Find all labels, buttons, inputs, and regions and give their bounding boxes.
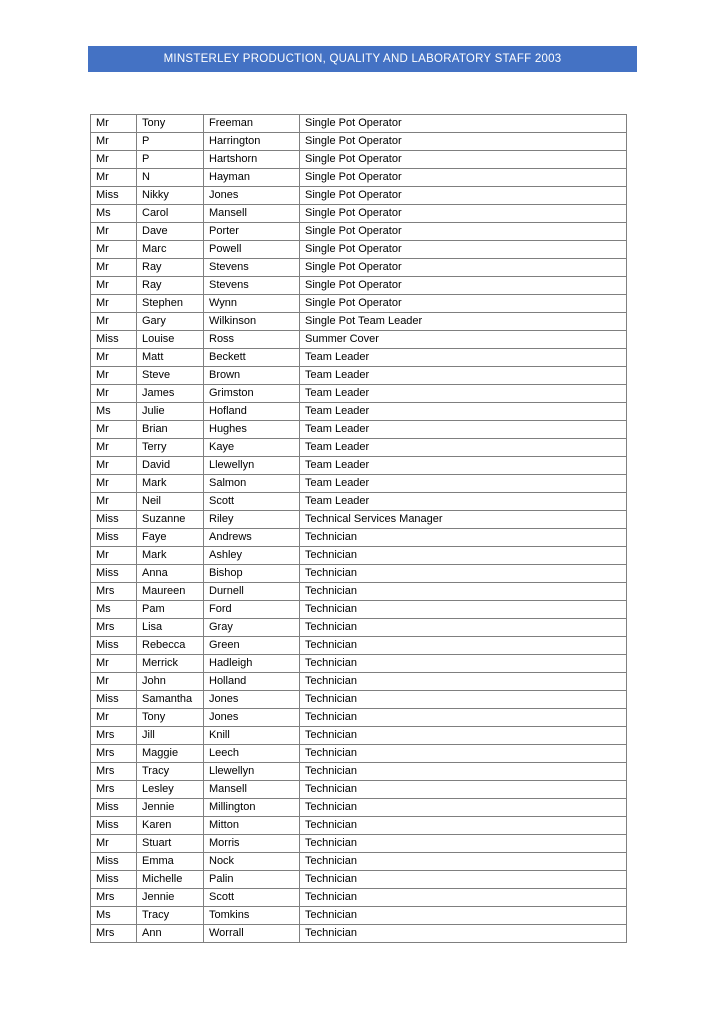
table-row <box>91 673 627 691</box>
table-row <box>91 745 627 763</box>
cell-last-name: Powell <box>204 241 300 259</box>
table-row <box>91 187 627 205</box>
cell-first-name: Emma <box>137 853 204 871</box>
cell-role: Single Pot Team Leader <box>300 313 627 331</box>
table-row <box>91 529 627 547</box>
cell-role: Team Leader <box>300 475 627 493</box>
cell-first-name: John <box>137 673 204 691</box>
cell-role: Team Leader <box>300 457 627 475</box>
cell-last-name: Llewellyn <box>204 457 300 475</box>
cell-title: Mr <box>91 421 137 439</box>
table-row <box>91 205 627 223</box>
cell-title: Ms <box>91 205 137 223</box>
cell-first-name: P <box>137 151 204 169</box>
cell-first-name: Gary <box>137 313 204 331</box>
cell-last-name: Palin <box>204 871 300 889</box>
table-row <box>91 835 627 853</box>
cell-title: Miss <box>91 871 137 889</box>
cell-first-name: Pam <box>137 601 204 619</box>
cell-title: Mr <box>91 115 137 133</box>
cell-last-name: Stevens <box>204 259 300 277</box>
table-row <box>91 169 627 187</box>
table-row <box>91 565 627 583</box>
cell-first-name: Neil <box>137 493 204 511</box>
table-row <box>91 655 627 673</box>
table-row <box>91 457 627 475</box>
cell-title: Miss <box>91 853 137 871</box>
cell-last-name: Hughes <box>204 421 300 439</box>
cell-role: Single Pot Operator <box>300 223 627 241</box>
cell-last-name: Jones <box>204 691 300 709</box>
document-title: MINSTERLEY PRODUCTION, QUALITY AND LABORATORY STAFF 2003 <box>163 53 562 65</box>
cell-first-name: Louise <box>137 331 204 349</box>
cell-first-name: Suzanne <box>137 511 204 529</box>
cell-title: Mr <box>91 367 137 385</box>
cell-role: Technician <box>300 817 627 835</box>
table-row <box>91 817 627 835</box>
cell-role: Team Leader <box>300 385 627 403</box>
cell-last-name: Tomkins <box>204 907 300 925</box>
cell-title: Mr <box>91 835 137 853</box>
cell-last-name: Worrall <box>204 925 300 943</box>
table-row <box>91 115 627 133</box>
cell-role: Technician <box>300 673 627 691</box>
cell-first-name: Matt <box>137 349 204 367</box>
table-row <box>91 421 627 439</box>
cell-last-name: Ashley <box>204 547 300 565</box>
table-row <box>91 277 627 295</box>
table-row <box>91 511 627 529</box>
table-row <box>91 313 627 331</box>
cell-role: Single Pot Operator <box>300 205 627 223</box>
cell-last-name: Jones <box>204 709 300 727</box>
table-row <box>91 727 627 745</box>
cell-last-name: Grimston <box>204 385 300 403</box>
cell-role: Summer Cover <box>300 331 627 349</box>
cell-title: Miss <box>91 187 137 205</box>
cell-title: Miss <box>91 637 137 655</box>
cell-first-name: James <box>137 385 204 403</box>
cell-last-name: Mitton <box>204 817 300 835</box>
cell-first-name: Jennie <box>137 799 204 817</box>
table-row <box>91 853 627 871</box>
cell-title: Mr <box>91 349 137 367</box>
cell-title: Mr <box>91 439 137 457</box>
cell-last-name: Mansell <box>204 781 300 799</box>
cell-role: Technician <box>300 709 627 727</box>
cell-first-name: Stuart <box>137 835 204 853</box>
cell-last-name: Brown <box>204 367 300 385</box>
cell-first-name: Tracy <box>137 907 204 925</box>
cell-role: Technician <box>300 547 627 565</box>
cell-first-name: Mark <box>137 547 204 565</box>
cell-first-name: Mark <box>137 475 204 493</box>
staff-table <box>90 114 627 943</box>
cell-role: Technician <box>300 655 627 673</box>
cell-first-name: Brian <box>137 421 204 439</box>
cell-role: Technician <box>300 835 627 853</box>
cell-last-name: Leech <box>204 745 300 763</box>
cell-first-name: Jennie <box>137 889 204 907</box>
staff-table-body <box>91 115 627 943</box>
cell-title: Mr <box>91 169 137 187</box>
cell-role: Single Pot Operator <box>300 241 627 259</box>
cell-title: Mrs <box>91 763 137 781</box>
cell-last-name: Ross <box>204 331 300 349</box>
table-row <box>91 889 627 907</box>
cell-role: Single Pot Operator <box>300 259 627 277</box>
table-row <box>91 349 627 367</box>
table-row <box>91 547 627 565</box>
cell-first-name: Ann <box>137 925 204 943</box>
cell-last-name: Salmon <box>204 475 300 493</box>
cell-role: Technician <box>300 529 627 547</box>
cell-title: Mr <box>91 547 137 565</box>
cell-title: Mr <box>91 223 137 241</box>
cell-title: Mr <box>91 385 137 403</box>
cell-first-name: Nikky <box>137 187 204 205</box>
cell-last-name: Harrington <box>204 133 300 151</box>
cell-last-name: Millington <box>204 799 300 817</box>
cell-title: Mrs <box>91 727 137 745</box>
cell-title: Mr <box>91 151 137 169</box>
table-row <box>91 493 627 511</box>
table-row <box>91 385 627 403</box>
cell-title: Mr <box>91 259 137 277</box>
cell-last-name: Kaye <box>204 439 300 457</box>
cell-last-name: Ford <box>204 601 300 619</box>
cell-first-name: Julie <box>137 403 204 421</box>
cell-last-name: Andrews <box>204 529 300 547</box>
table-row <box>91 781 627 799</box>
cell-title: Mr <box>91 277 137 295</box>
cell-title: Mr <box>91 295 137 313</box>
cell-role: Technician <box>300 871 627 889</box>
cell-first-name: Tony <box>137 115 204 133</box>
cell-first-name: Ray <box>137 277 204 295</box>
cell-role: Team Leader <box>300 349 627 367</box>
cell-role: Single Pot Operator <box>300 151 627 169</box>
cell-first-name: Anna <box>137 565 204 583</box>
cell-title: Miss <box>91 691 137 709</box>
cell-role: Team Leader <box>300 403 627 421</box>
cell-title: Miss <box>91 799 137 817</box>
cell-last-name: Bishop <box>204 565 300 583</box>
cell-last-name: Beckett <box>204 349 300 367</box>
cell-title: Mr <box>91 313 137 331</box>
cell-role: Technician <box>300 727 627 745</box>
table-row <box>91 223 627 241</box>
cell-last-name: Nock <box>204 853 300 871</box>
table-row <box>91 907 627 925</box>
table-row <box>91 619 627 637</box>
cell-last-name: Gray <box>204 619 300 637</box>
table-row <box>91 475 627 493</box>
cell-title: Mr <box>91 673 137 691</box>
table-row <box>91 871 627 889</box>
staff-table-container <box>90 114 626 943</box>
cell-first-name: Samantha <box>137 691 204 709</box>
cell-title: Mr <box>91 709 137 727</box>
table-row <box>91 367 627 385</box>
cell-first-name: Merrick <box>137 655 204 673</box>
table-row <box>91 925 627 943</box>
cell-role: Team Leader <box>300 367 627 385</box>
cell-first-name: Lisa <box>137 619 204 637</box>
cell-last-name: Llewellyn <box>204 763 300 781</box>
cell-role: Technician <box>300 691 627 709</box>
table-row <box>91 331 627 349</box>
cell-first-name: Terry <box>137 439 204 457</box>
cell-first-name: Karen <box>137 817 204 835</box>
table-row <box>91 601 627 619</box>
cell-title: Mr <box>91 655 137 673</box>
cell-last-name: Mansell <box>204 205 300 223</box>
cell-first-name: David <box>137 457 204 475</box>
cell-role: Technician <box>300 781 627 799</box>
cell-last-name: Stevens <box>204 277 300 295</box>
cell-role: Technician <box>300 601 627 619</box>
cell-title: Miss <box>91 529 137 547</box>
cell-last-name: Scott <box>204 493 300 511</box>
cell-role: Single Pot Operator <box>300 187 627 205</box>
cell-first-name: Maggie <box>137 745 204 763</box>
cell-role: Single Pot Operator <box>300 295 627 313</box>
cell-role: Single Pot Operator <box>300 115 627 133</box>
cell-title: Mr <box>91 241 137 259</box>
cell-last-name: Wilkinson <box>204 313 300 331</box>
cell-first-name: Ray <box>137 259 204 277</box>
cell-role: Technician <box>300 637 627 655</box>
cell-last-name: Scott <box>204 889 300 907</box>
table-row <box>91 763 627 781</box>
table-row <box>91 241 627 259</box>
table-row <box>91 439 627 457</box>
cell-role: Technician <box>300 619 627 637</box>
table-row <box>91 691 627 709</box>
cell-first-name: Tracy <box>137 763 204 781</box>
table-row <box>91 709 627 727</box>
cell-last-name: Jones <box>204 187 300 205</box>
table-row <box>91 637 627 655</box>
cell-first-name: P <box>137 133 204 151</box>
cell-title: Mrs <box>91 745 137 763</box>
cell-role: Single Pot Operator <box>300 133 627 151</box>
cell-last-name: Hadleigh <box>204 655 300 673</box>
cell-role: Technician <box>300 853 627 871</box>
cell-title: Mr <box>91 475 137 493</box>
cell-title: Miss <box>91 565 137 583</box>
cell-first-name: Maureen <box>137 583 204 601</box>
cell-first-name: Carol <box>137 205 204 223</box>
cell-role: Technician <box>300 799 627 817</box>
cell-title: Miss <box>91 511 137 529</box>
cell-title: Mrs <box>91 583 137 601</box>
cell-role: Single Pot Operator <box>300 277 627 295</box>
cell-role: Technical Services Manager <box>300 511 627 529</box>
cell-first-name: N <box>137 169 204 187</box>
cell-last-name: Hofland <box>204 403 300 421</box>
cell-last-name: Porter <box>204 223 300 241</box>
table-row <box>91 259 627 277</box>
cell-last-name: Holland <box>204 673 300 691</box>
cell-role: Technician <box>300 745 627 763</box>
cell-title: Mr <box>91 133 137 151</box>
cell-last-name: Hartshorn <box>204 151 300 169</box>
cell-first-name: Stephen <box>137 295 204 313</box>
cell-last-name: Hayman <box>204 169 300 187</box>
cell-title: Ms <box>91 907 137 925</box>
cell-last-name: Morris <box>204 835 300 853</box>
table-row <box>91 799 627 817</box>
cell-title: Mr <box>91 493 137 511</box>
cell-first-name: Lesley <box>137 781 204 799</box>
table-row <box>91 133 627 151</box>
cell-last-name: Wynn <box>204 295 300 313</box>
cell-first-name: Tony <box>137 709 204 727</box>
cell-title: Mrs <box>91 889 137 907</box>
cell-title: Mrs <box>91 619 137 637</box>
cell-last-name: Durnell <box>204 583 300 601</box>
cell-first-name: Dave <box>137 223 204 241</box>
table-row <box>91 403 627 421</box>
cell-role: Technician <box>300 763 627 781</box>
cell-title: Mr <box>91 457 137 475</box>
cell-role: Team Leader <box>300 421 627 439</box>
cell-last-name: Freeman <box>204 115 300 133</box>
cell-title: Miss <box>91 331 137 349</box>
cell-first-name: Faye <box>137 529 204 547</box>
cell-last-name: Riley <box>204 511 300 529</box>
table-row <box>91 583 627 601</box>
cell-role: Single Pot Operator <box>300 169 627 187</box>
table-row <box>91 295 627 313</box>
cell-title: Ms <box>91 403 137 421</box>
cell-role: Technician <box>300 565 627 583</box>
cell-first-name: Steve <box>137 367 204 385</box>
cell-role: Team Leader <box>300 493 627 511</box>
cell-role: Technician <box>300 583 627 601</box>
cell-first-name: Rebecca <box>137 637 204 655</box>
cell-role: Technician <box>300 907 627 925</box>
cell-title: Miss <box>91 817 137 835</box>
table-row <box>91 151 627 169</box>
cell-last-name: Knill <box>204 727 300 745</box>
cell-title: Ms <box>91 601 137 619</box>
cell-last-name: Green <box>204 637 300 655</box>
cell-role: Team Leader <box>300 439 627 457</box>
cell-first-name: Jill <box>137 727 204 745</box>
cell-first-name: Michelle <box>137 871 204 889</box>
document-title-banner <box>88 46 637 72</box>
cell-title: Mrs <box>91 781 137 799</box>
cell-first-name: Marc <box>137 241 204 259</box>
cell-role: Technician <box>300 925 627 943</box>
cell-role: Technician <box>300 889 627 907</box>
cell-title: Mrs <box>91 925 137 943</box>
